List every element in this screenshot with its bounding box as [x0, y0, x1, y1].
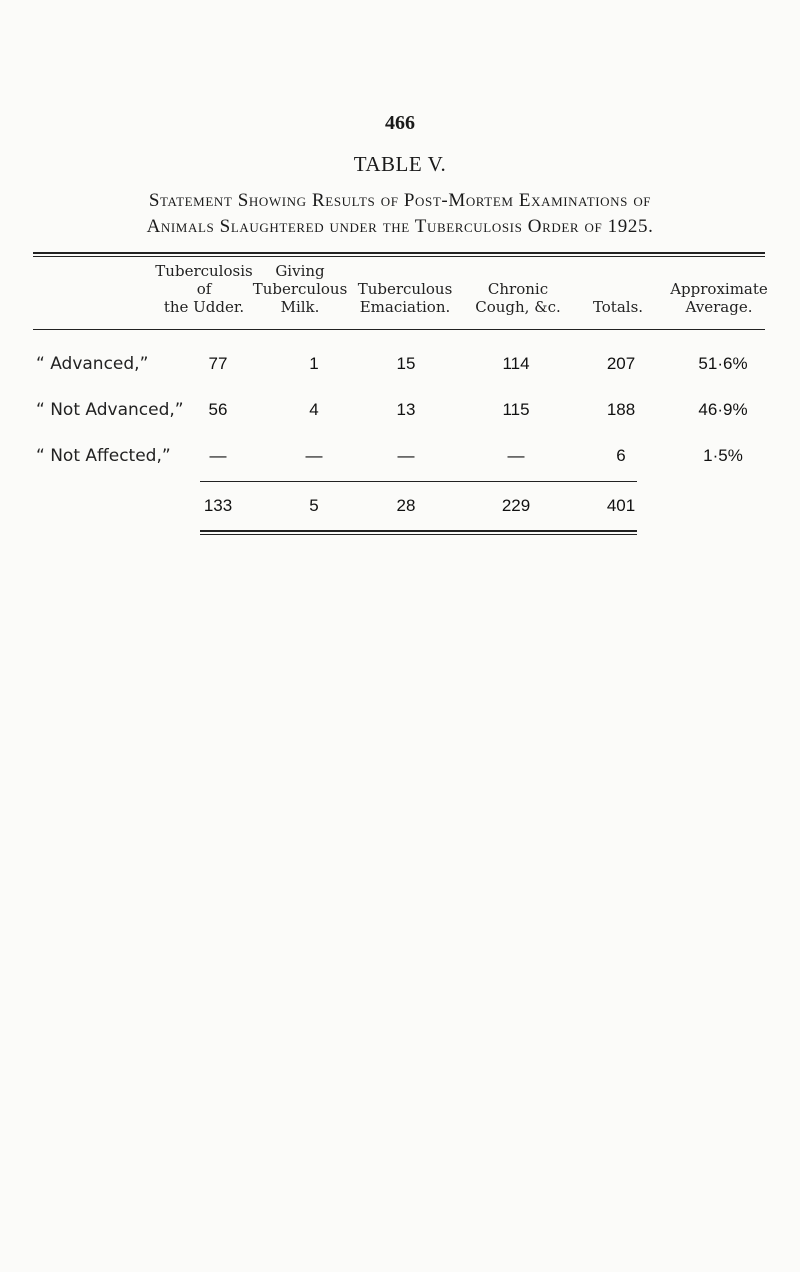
- cell-advanced-average: 51·6%: [698, 354, 748, 373]
- cell-not-advanced-udder: 56: [208, 400, 228, 419]
- bottom-rule-thin: [200, 534, 637, 535]
- header-emaciation: Tuberculous Emaciation.: [357, 280, 453, 316]
- cell-not-affected-emaciation: —: [397, 446, 415, 465]
- cell-not-advanced-cough: 115: [502, 400, 530, 419]
- cell-advanced-cough: 114: [502, 354, 530, 373]
- cell-not-affected-udder: —: [209, 446, 227, 465]
- cell-not-affected-milk: —: [305, 446, 323, 465]
- cell-advanced-udder: 77: [208, 354, 228, 373]
- header-rule: [33, 329, 765, 330]
- table-title: TABLE V.: [353, 152, 447, 176]
- bottom-rule: [200, 530, 637, 532]
- table-subtitle-line-1: Statement Showing Results of Post-Mortem Examinations of: [148, 190, 652, 211]
- cell-not-affected-average: 1·5%: [703, 446, 743, 465]
- header-average: Approximate Average.: [670, 280, 768, 316]
- row-label-not-affected: “ Not Affected,”: [36, 446, 171, 466]
- top-rule-thin: [33, 256, 765, 257]
- header-totals: Totals.: [592, 298, 644, 316]
- row-label-not-advanced: “ Not Advanced,”: [36, 400, 184, 420]
- table-subtitle-line-2: Animals Slaughtered under the Tuberculosis Order of 1925.: [146, 216, 654, 237]
- total-milk: 5: [309, 496, 319, 515]
- total-emaciation: 28: [396, 496, 416, 515]
- total-udder: 133: [203, 496, 233, 515]
- cell-not-affected-totals: 6: [616, 446, 626, 465]
- cell-not-advanced-average: 46·9%: [698, 400, 748, 419]
- top-rule: [33, 252, 765, 254]
- header-cough: Chronic Cough, &c.: [475, 280, 561, 316]
- cell-not-advanced-totals: 188: [606, 400, 636, 419]
- header-milk: Giving Tuberculous Milk.: [252, 262, 348, 316]
- total-cough: 229: [501, 496, 531, 515]
- cell-not-advanced-milk: 4: [309, 400, 319, 419]
- cell-not-advanced-emaciation: 13: [396, 400, 416, 419]
- cell-not-affected-cough: —: [507, 446, 525, 465]
- total-totals: 401: [606, 496, 636, 515]
- header-udder: Tuberculosis of the Udder.: [155, 262, 253, 316]
- cell-advanced-emaciation: 15: [396, 354, 416, 373]
- cell-advanced-totals: 207: [606, 354, 636, 373]
- row-label-advanced: “ Advanced,”: [36, 354, 149, 374]
- cell-advanced-milk: 1: [309, 354, 319, 373]
- page-number: 466: [385, 112, 415, 134]
- totals-rule: [200, 481, 637, 482]
